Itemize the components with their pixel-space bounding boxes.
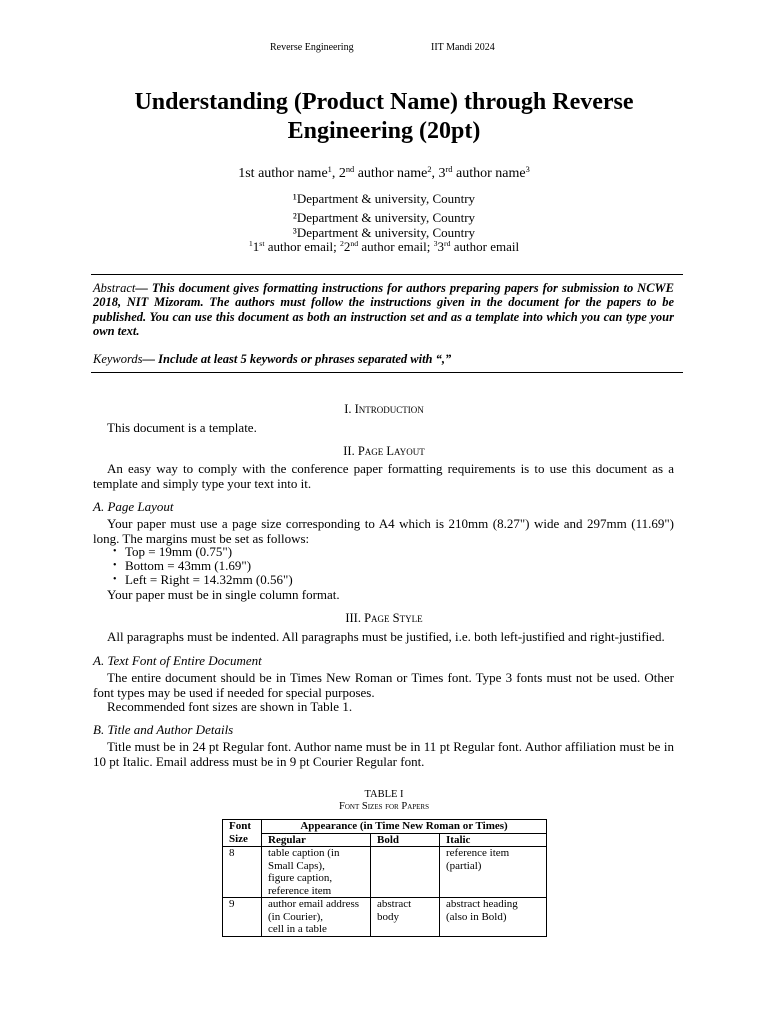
- cell-line: abstract heading: [446, 898, 518, 910]
- margin-left-right-item: • Left = Right = 14.32mm (0.56"): [111, 573, 293, 587]
- email-3-number: 3: [437, 239, 445, 254]
- author-1: 1st author name: [238, 166, 328, 181]
- font-sizes-reference-text: Recommended font sizes are shown in Table 1.: [107, 699, 353, 714]
- email-2-mark: 2: [339, 239, 344, 248]
- affiliation-3: ³Department & university, Country: [292, 225, 476, 240]
- email-3-ordinal: rd: [444, 239, 451, 248]
- subsection-heading-text-font: A. Text Font of Entire Document: [93, 653, 262, 668]
- author-3: author name: [452, 166, 526, 181]
- table-header-row: [223, 820, 547, 834]
- margin-list: [111, 545, 293, 587]
- table-subcaption: Font Sizes for Papers: [339, 801, 429, 812]
- author-3-affil-mark: 3: [525, 165, 530, 174]
- section-heading-introduction: I. Introduction: [344, 402, 424, 416]
- table-header-bold: Bold: [371, 833, 440, 847]
- table-row: [223, 898, 547, 937]
- paper-title: Understanding (Product Name) through Reverse Engineering (20pt): [134, 89, 634, 144]
- cell-line: (also in Bold): [446, 910, 507, 923]
- subsection-heading-title-author: B. Title and Author Details: [93, 722, 234, 737]
- affiliation-2: ²Department & university, Country: [292, 210, 476, 225]
- email-2: author email;: [358, 239, 434, 254]
- font-sizes-table: [222, 819, 547, 937]
- table-subheader-row: [223, 833, 547, 847]
- author-2-ordinal: nd: [345, 165, 355, 174]
- author-3-number: 3: [438, 166, 446, 181]
- table-cell-regular: [262, 898, 371, 937]
- text-font-text: The entire document should be in Times New Roman or Times font. Type 3 fonts must not be used. Other font types may be used if needed for special purposes.: [93, 670, 674, 700]
- cell-line: body: [377, 910, 399, 923]
- cell-line: abstract: [377, 898, 412, 910]
- cell-line: reference item: [446, 847, 510, 859]
- author-1-affil-mark: 1: [327, 165, 332, 174]
- cell-line: Small Caps),: [268, 859, 325, 872]
- email-1-mark: 1: [248, 239, 253, 248]
- keywords-lead: Keywords: [93, 352, 143, 366]
- table-header-italic: Italic: [440, 833, 547, 847]
- running-header-right: IIT Mandi 2024: [431, 42, 495, 53]
- margin-bottom-item: • Bottom = 43mm (1.69"): [111, 559, 293, 573]
- abstract-lead: Abstract: [93, 281, 136, 295]
- table-header-regular: Regular: [262, 833, 371, 847]
- cell-line: table caption (in: [268, 847, 340, 859]
- table-cell-bold: [371, 847, 440, 898]
- page-style-text: All paragraphs must be indented. All paragraphs must be justified, i.e. both left-justified and right-justified.: [107, 629, 665, 644]
- table-row: [223, 847, 547, 898]
- abstract-text: — This document gives formatting instructions for authors preparing papers for submission to NCWE 2018, NIT Mizoram. The authors must follow the instructions given in the document for the papers to be published. You can use this document as both an instruction set and as a template into which you can type your own text.: [93, 281, 674, 338]
- page-size-text: Your paper must use a page size corresponding to A4 which is 210mm (8.27") wide and 297mm (11.69") long. The margins must be set as follows:: [93, 516, 674, 546]
- cell-line: (partial): [446, 859, 482, 872]
- single-column-text: Your paper must be in single column format.: [107, 587, 340, 602]
- cell-line: cell in a table: [268, 923, 327, 935]
- cell-line: (in Courier),: [268, 910, 323, 923]
- cell-line: reference item: [268, 884, 332, 897]
- keywords: [93, 352, 674, 367]
- email-2-ordinal: nd: [350, 239, 359, 248]
- introduction-text: This document is a template.: [107, 420, 257, 435]
- table-cell-bold: [371, 898, 440, 937]
- running-header-left: Reverse Engineering: [270, 42, 354, 53]
- author-emails: [0, 239, 768, 255]
- section-heading-page-layout: II. Page Layout: [343, 444, 425, 458]
- subsection-heading-page-layout: A. Page Layout: [93, 499, 174, 514]
- affiliation-1: ¹Department & university, Country: [292, 191, 476, 206]
- table-header-appearance: Appearance (in Time New Roman or Times): [262, 820, 547, 834]
- email-3-mark: 3: [433, 239, 438, 248]
- author-2: author name: [354, 166, 428, 181]
- title-author-text: Title must be in 24 pt Regular font. Author name must be in 11 pt Regular font. Author affiliation must be in 10 pt Italic. Email address must be in 9 pt Courier Regular font.: [93, 739, 674, 769]
- email-3: author email: [450, 239, 520, 254]
- cell-line: author email address: [268, 898, 360, 910]
- table-header-size: Size: [223, 833, 262, 847]
- table-caption: TABLE I: [364, 789, 404, 800]
- table-cell-size: 8: [223, 847, 262, 898]
- cell-line: figure caption,: [268, 872, 333, 884]
- email-2-number: 2: [343, 239, 351, 254]
- abstract: [93, 281, 674, 338]
- author-line: 1st author name$^1$, 2nd author name$^2$, 3rd author name$^3$: [238, 165, 530, 181]
- email-1-number: 1: [252, 239, 260, 254]
- author-3-ordinal: rd: [445, 165, 453, 174]
- table-cell-size: 9: [223, 898, 262, 937]
- email-1: author email;: [264, 239, 340, 254]
- page-layout-text: An easy way to comply with the conference paper formatting requirements is to use this document as a template and simply type your text into it.: [93, 461, 674, 491]
- author-2-affil-mark: 2: [427, 165, 432, 174]
- table-cell-regular: [262, 847, 371, 898]
- table-header-font: Font: [223, 820, 262, 834]
- author-2-number: 2: [338, 166, 346, 181]
- abstract-bottom-rule: [91, 372, 683, 373]
- table-cell-italic: [440, 898, 547, 937]
- email-1-ordinal: st: [259, 239, 265, 248]
- abstract-top-rule: [91, 274, 683, 275]
- section-heading-page-style: III. Page Style: [345, 611, 423, 625]
- margin-top-item: • Top = 19mm (0.75"): [111, 545, 293, 559]
- keywords-text: — Include at least 5 keywords or phrases separated with “,”: [142, 352, 452, 366]
- table-cell-italic: [440, 847, 547, 898]
